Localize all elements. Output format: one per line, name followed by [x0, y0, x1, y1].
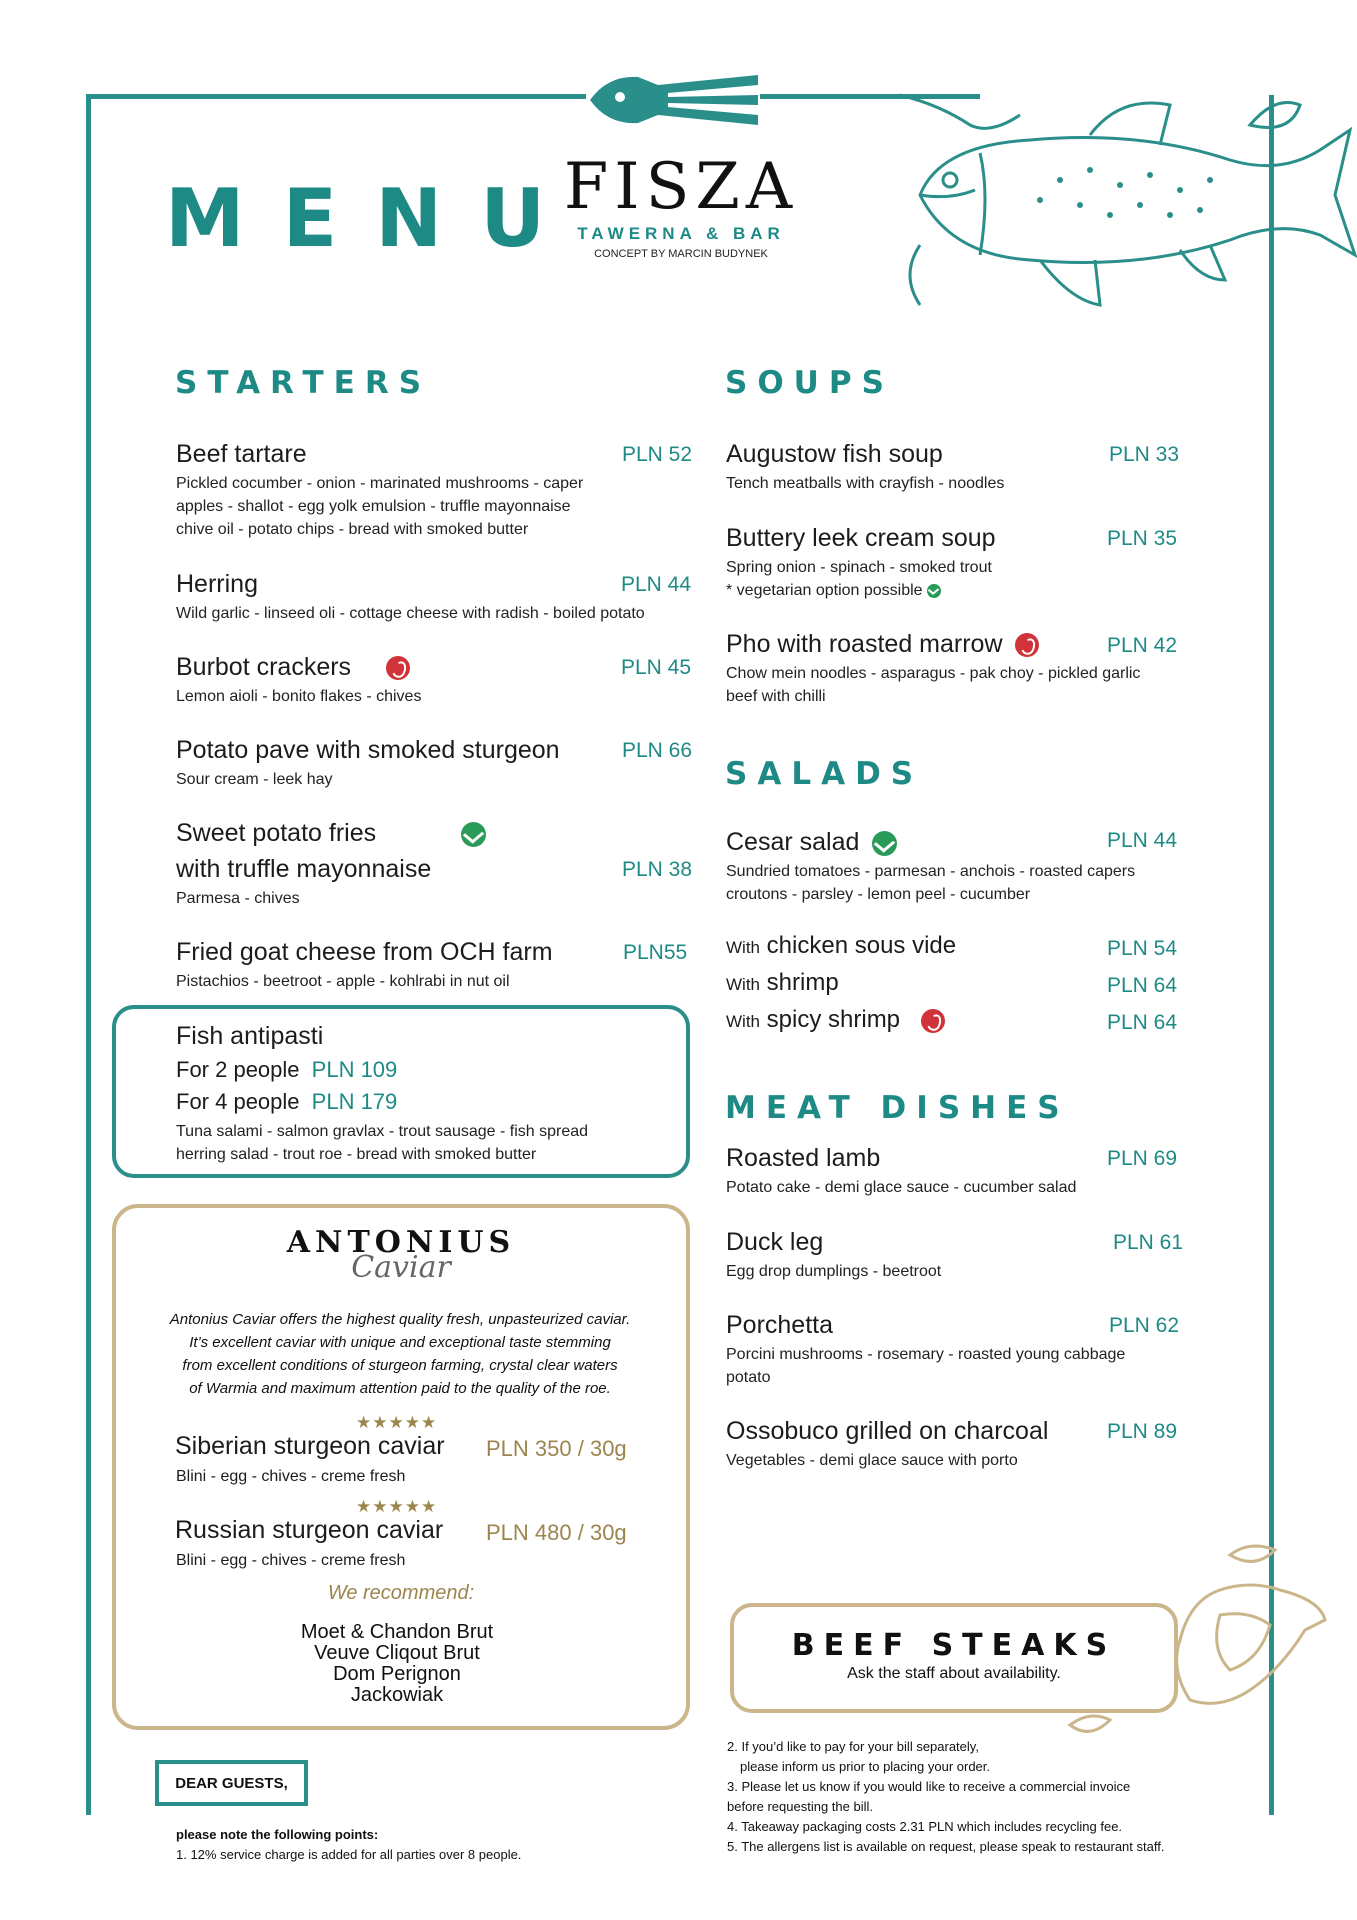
- item-desc: Potato cake - demi glace sauce - cucumber salad: [726, 1179, 1077, 1196]
- beef-steaks-sub: Ask the staff about availability.: [847, 1665, 1061, 1682]
- item-price: PLN 61: [1113, 1231, 1184, 1254]
- item-desc: Pistachios - beetroot - apple - kohlrabi in nut oil: [176, 973, 510, 990]
- chili-icon: [1015, 633, 1039, 657]
- recommend-label: We recommend:: [327, 1582, 475, 1604]
- item-price: PLN 45: [621, 656, 692, 679]
- item-price: PLN 33: [1109, 443, 1180, 466]
- dear-guests-label: DEAR GUESTS,: [155, 1760, 308, 1806]
- item-name: Porchetta: [726, 1311, 834, 1339]
- item-price: PLN 38: [622, 858, 693, 881]
- item-price: PLN55: [623, 941, 688, 964]
- item-price: PLN 42: [1107, 634, 1178, 657]
- item-name: Ossobuco grilled on charcoal: [726, 1417, 1049, 1445]
- rating-stars: ★★★★★: [356, 1413, 438, 1432]
- item-name: Pho with roasted marrow: [726, 630, 1003, 658]
- chili-icon: [386, 656, 410, 680]
- item-price: PLN 35: [1107, 527, 1178, 550]
- item-desc: Chow mein noodles - asparagus - pak choy - pickled garlic beef with chilli: [726, 665, 1141, 705]
- starters-heading: STARTERS: [175, 365, 432, 401]
- item-price: PLN 66: [622, 739, 693, 762]
- salad-option: With spicy shrimp: [726, 1006, 945, 1034]
- fish-illustration: [880, 75, 1357, 320]
- salad-option: With chicken sous vide: [726, 932, 957, 959]
- item-name: Cesar salad: [726, 828, 860, 856]
- item-price: PLN 64: [1107, 974, 1178, 997]
- item-name: Augustow fish soup: [726, 440, 943, 468]
- antonius-logo: ANTONIUS: [286, 1225, 516, 1260]
- soups-heading: SOUPS: [725, 365, 894, 401]
- item-name: Herring: [176, 570, 258, 598]
- item-name: Buttery leek cream soup: [726, 524, 996, 552]
- fork-icon: [588, 55, 760, 145]
- item-desc: Egg drop dumplings - beetroot: [726, 1263, 942, 1280]
- chili-icon: [921, 1009, 945, 1033]
- item-price: PLN 54: [1107, 937, 1178, 960]
- item-desc: Tench meatballs with crayfish - noodles: [726, 475, 1005, 492]
- for-2-price: PLN 109: [311, 1057, 398, 1082]
- caviar-item-price: PLN 480 / 30g: [486, 1520, 627, 1545]
- rating-stars: ★★★★★: [356, 1497, 438, 1516]
- item-desc: Sundried tomatoes - parmesan - anchois - roasted capers croutons - parsley - lemon peel - cucumber: [726, 863, 1136, 903]
- item-name: Fish antipasti: [176, 1022, 324, 1050]
- item-price: PLN 64: [1107, 1011, 1178, 1034]
- item-name: Sweet potato fries: [176, 819, 377, 847]
- item-name: Burbot crackers: [176, 653, 352, 681]
- guests-notes-left: please note the following points: 1. 12% service charge is added for all parties over 8 people.: [176, 1827, 522, 1862]
- item-price: PLN 44: [1107, 829, 1178, 852]
- for-4-price: PLN 179: [311, 1089, 398, 1114]
- item-desc: Sour cream - leek hay: [176, 771, 333, 788]
- brand-concept: CONCEPT BY MARCIN BUDYNEK: [594, 248, 768, 260]
- caviar-item-name: Russian sturgeon caviar: [175, 1516, 444, 1544]
- item-desc: Lemon aioli - bonito flakes - chives: [176, 688, 422, 705]
- vegetarian-icon: [872, 831, 897, 856]
- item-name: Duck leg: [726, 1228, 824, 1256]
- salad-option: With shrimp: [726, 969, 839, 996]
- brand-subtitle: TAWERNA & BAR: [577, 224, 785, 243]
- item-name: Beef tartare: [176, 440, 307, 468]
- item-desc: Spring onion - spinach - smoked trout * vegetarian option possible: [726, 559, 992, 599]
- vegetarian-icon: [461, 822, 486, 847]
- guests-notes-right: 2. If you’d like to pay for your bill separately, please inform us prior to placing your order. 3. Please let us know if you would like to receive a commercial invoice before requesting the bill. 4. Takeaway packaging costs 2.31 PLN which includes recycling fee. 5. The allergens list is available on request, please speak to restaurant staff.: [727, 1739, 1165, 1854]
- brand-name: FISZA: [563, 150, 799, 224]
- item-desc: Tuna salami - salmon gravlax - trout sausage - fish spread herring salad - trout roe - bread with smoked butter: [176, 1123, 589, 1163]
- vegetarian-icon: [927, 584, 941, 598]
- item-name-line2: with truffle mayonnaise: [176, 855, 432, 883]
- recommend-list: Moet & Chandon Brut Veuve Cliqout Brut Dom Perignon Jackowiak: [300, 1621, 494, 1706]
- beef-steaks-title: BEEF STEAKS: [791, 1628, 1117, 1663]
- menu-title: MENU: [165, 172, 584, 265]
- item-name: Fried goat cheese from OCH farm: [176, 938, 553, 966]
- item-price: PLN 69: [1107, 1147, 1178, 1170]
- antonius-logo-script: Caviar: [351, 1250, 451, 1285]
- for-2-label: For 2 people: [176, 1057, 300, 1082]
- item-name: Roasted lamb: [726, 1144, 881, 1172]
- item-price: PLN 44: [621, 573, 692, 596]
- item-price: PLN 89: [1107, 1420, 1178, 1443]
- menu-item-fish-antipasti: [176, 1020, 696, 1166]
- item-price: PLN 62: [1109, 1314, 1180, 1337]
- item-desc: Wild garlic - linseed oli - cottage cheese with radish - boiled potato: [176, 605, 645, 622]
- item-desc: Pickled cocumber - onion - marinated mushrooms - caper apples - shallot - egg yolk emulsion - truffle mayonnaise chive oil - potato chips - bread with smoked butter: [176, 475, 584, 538]
- meat-heading: MEAT DISHES: [725, 1090, 1070, 1126]
- salads-heading: SALADS: [725, 756, 924, 792]
- item-desc: Vegetables - demi glace sauce with porto: [726, 1452, 1018, 1469]
- caviar-item-desc: Blini - egg - chives - creme fresh: [176, 1468, 406, 1485]
- item-name: Potato pave with smoked sturgeon: [176, 736, 560, 764]
- antonius-intro: Antonius Caviar offers the highest quality fresh, unpasteurized caviar. It’s excellent caviar with unique and exceptional taste stemming from excellent conditions of sturgeon farming, crystal clear waters of Warmia and maximum attention paid to the quality of the roe.: [169, 1311, 631, 1397]
- item-desc: Porcini mushrooms - rosemary - roasted young cabbage potato: [726, 1346, 1126, 1386]
- caviar-item-price: PLN 350 / 30g: [486, 1436, 627, 1461]
- item-price: PLN 52: [622, 443, 693, 466]
- caviar-item-name: Siberian sturgeon caviar: [175, 1432, 445, 1460]
- caviar-item-desc: Blini - egg - chives - creme fresh: [176, 1552, 406, 1569]
- for-4-label: For 4 people: [176, 1089, 300, 1114]
- frame-top-left: [86, 94, 586, 99]
- item-desc: Parmesa - chives: [176, 890, 300, 907]
